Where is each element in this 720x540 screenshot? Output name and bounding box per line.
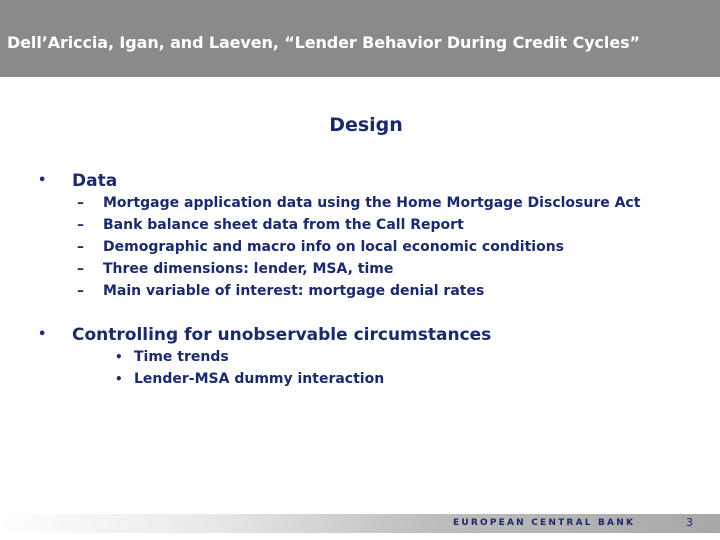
dash-marker: – (77, 283, 84, 299)
list-item (77, 236, 640, 258)
header-title: Dell’Ariccia, Igan, and Laeven, “Lender Behavior During Credit Cycles” (7, 33, 640, 52)
bullet-controlling (38, 325, 491, 345)
bullet-marker: • (38, 173, 47, 188)
list-item (77, 214, 640, 236)
list-item-text: Lender-MSA dummy interaction (134, 371, 385, 387)
dash-marker: – (77, 239, 84, 255)
list-item (77, 192, 640, 214)
list-item-text: Three dimensions: lender, MSA, time (103, 261, 394, 277)
list-item (115, 368, 384, 390)
dash-marker: – (77, 217, 84, 233)
bullet-marker: • (38, 327, 47, 342)
header-bar (0, 0, 720, 77)
ecb-logo-text: EUROPEAN CENTRAL BANK (453, 518, 636, 528)
list-item (77, 280, 640, 302)
slide-title: Design (329, 114, 403, 136)
data-sub-list (77, 192, 640, 302)
list-item (77, 258, 640, 280)
dash-marker: – (77, 195, 84, 211)
list-item-text: Demographic and macro info on local economic conditions (103, 239, 565, 255)
list-item-text: Time trends (134, 349, 229, 365)
list-item (115, 346, 384, 368)
bullet-label: Data (72, 171, 118, 191)
dash-marker: – (77, 261, 84, 277)
dot-marker: • (115, 350, 123, 364)
list-item-text: Bank balance sheet data from the Call Report (103, 217, 464, 233)
list-item-text: Mortgage application data using the Home Mortgage Disclosure Act (103, 195, 641, 211)
page-number: 3 (686, 516, 693, 529)
dot-marker: • (115, 372, 123, 386)
list-item-text: Main variable of interest: mortgage denial rates (103, 283, 485, 299)
controlling-sub-list (115, 346, 384, 390)
bullet-data (38, 171, 117, 191)
bullet-label: Controlling for unobservable circumstances (72, 325, 492, 345)
